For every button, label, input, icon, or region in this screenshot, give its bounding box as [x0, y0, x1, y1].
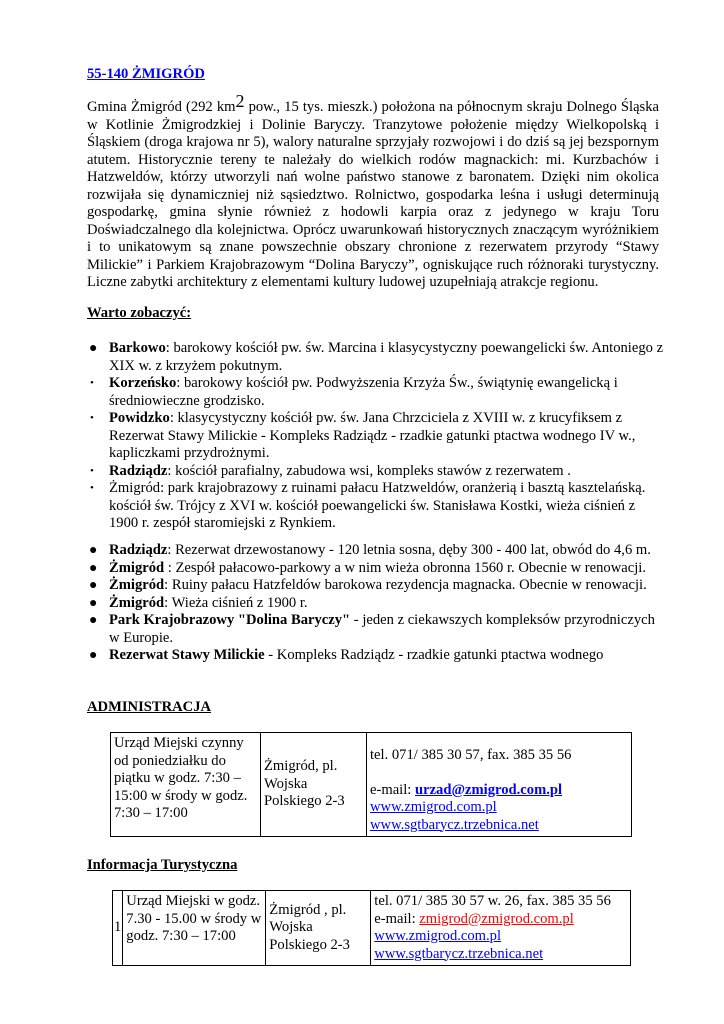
bullet-icon: ● [89, 578, 98, 593]
office-cell: Urząd Miejski w godz. 7.30 - 15.00 w środy w godz. 7:30 – 17:00 [123, 891, 266, 966]
table-row [111, 733, 632, 837]
address-cell: Żmigród , pl. Wojska Polskiego 2-3 [266, 891, 371, 966]
bullet-icon: ● [89, 341, 98, 356]
worth-seeing-title: Warto zobaczyć: [87, 305, 192, 321]
bullet-icon: ● [89, 648, 98, 663]
intro-paragraph [87, 91, 659, 292]
attractions-list-2 [87, 542, 667, 665]
website-link-2[interactable]: www.sgtbarycz.trzebnica.net [374, 945, 544, 962]
website-link[interactable]: www.zmigrod.com.pl [370, 799, 497, 815]
list-item: ● Barkowo: barokowy kościół pw. św. Marcina i klasycystyczny poewangelicki św. Antoniego z XIX w. z krzyżem pokutnym. [89, 340, 664, 374]
intro-text-rest: pow., 15 tys. mieszk.) położona na północnym skraju Dolnego Śląska w Kotlinie Żmigrodzkiej i Dolinie Baryczy. Tranzytowe położenie między Wielkopolską i Śląskiem (droga krajowa nr 5), walory naturalne sprzyjały rozwojowi i do dziś są jej bezspornym atutem. Historycznie tereny te należały do wielkich rodów magnackich: mi. Kurzbachów i Hatzweldów, którzy utworzyli nań wolne państwo stanowe z baronatem. Dzięki nim okolica rozwijała się dynamiczniej niż sąsiedztwo. Rolnictwo, gospodarka leśna i usługi determinują gospodarkę, gmina słynie również z hodowli karpia oraz z jedynego w kraju Toru Doświadczalnego dla kolejnictwa. Oprócz uwarunkowań historycznych znaczącym wyróżnikiem i to unikatowym są znane powszechnie obszary chronione z rezerwatem przyrody “Stawy Milickie” i Parkiem Krajobrazowym “Dolina Baryczy”, ogniskujące ruch różnoraki turystyczny. Liczne zabytki architektury z elementami kultury ludowej uzupełniają atrakcje regionu. [87, 99, 659, 290]
intro-superscript: 2 [235, 91, 245, 112]
phone-text: tel. 071/ 385 30 57, fax. 385 35 56 [370, 747, 572, 763]
bullet-icon: ● [89, 613, 98, 628]
list-item: • Powidzko: klasycystyczny kościół pw. św. Jana Chrzciciela z XVIII w. z krucyfiksem z Rezerwat Stawy Milickie - Kompleks Radziądz - rzadkie gatunki ptactwa wodnego IV w., kapliczkami przydrożnymi. [90, 410, 636, 461]
list-item: • Żmigród: park krajobrazowy z ruinami pałacu Hatzweldów, oranżerią i basztą kasztelańską. kościół św. Trójcy z XVI w. kościół poewangelicki św. Stanisława Kostki, wieża ciśnień z 1900 r. zespół staromiejski z Rynkiem. [90, 480, 646, 531]
bullet-icon: • [90, 377, 94, 389]
table-row [113, 891, 631, 966]
list-item: ● Radziądz: Rezerwat drzewostanowy - 120 letnia sosna, dęby 300 - 400 lat, obwód do 4,6 m. [89, 542, 651, 558]
email-line: e-mail: urzad@zmigrod.com.pl [370, 781, 563, 798]
list-item: ● Żmigród: Wieża ciśnień z 1900 r. [89, 594, 308, 611]
email-link[interactable]: urzad@zmigrod.com.pl [414, 781, 563, 798]
bullet-icon: ● [89, 595, 98, 611]
tourist-info-title: Informacja Turystyczna [87, 857, 238, 873]
page-title[interactable]: 55-140 ŻMIGRÓD [87, 66, 205, 82]
website-link[interactable]: www.zmigrod.com.pl [374, 928, 502, 944]
tourist-info-table [112, 890, 631, 966]
row-number: 1 [113, 891, 123, 966]
contact-cell [367, 733, 632, 837]
list-item: • Radziądz: kościół parafialny, zabudowa wsi, kompleks stawów z rezerwatem . [90, 462, 571, 479]
list-item: ● Żmigród: Ruiny pałacu Hatzfeldów barokowa rezydencja magnacka. Obecnie w renowacji. [89, 577, 647, 593]
bullet-icon: • [90, 482, 94, 494]
office-cell: Urząd Miejski czynny od poniedziałku do piątku w godz. 7:30 – 15:00 w środy w godz. 7:30 – 17:00 [111, 733, 261, 837]
administration-table [110, 732, 632, 837]
intro-text-start: Gmina Żmigród (292 km [87, 99, 236, 115]
website-link-2[interactable]: www.sgtbarycz.trzebnica.net [370, 816, 539, 833]
email-line: e-mail: zmigrod@zmigrod.com.pl [374, 910, 574, 927]
address-cell: Żmigród, pl. Wojska Polskiego 2-3 [261, 733, 367, 837]
list-item: • Korzeńsko: barokowy kościół pw. Podwyższenia Krzyża Św., świątynię ewangelicką i średniowieczne grodzisko. [90, 375, 618, 409]
bullet-icon: ● [89, 543, 98, 558]
bullet-icon: • [90, 464, 94, 477]
list-item: ● Rezerwat Stawy Milickie - Kompleks Radziądz - rzadkie gatunki ptactwa wodnego [89, 647, 604, 663]
phone-text: tel. 071/ 385 30 57 w. 26, fax. 385 35 56 [374, 893, 611, 909]
list-item: ● Park Krajobrazowy "Dolina Baryczy" - jeden z ciekawszych kompleksów przyrodniczych w Europie. [89, 612, 655, 646]
contact-cell [371, 891, 631, 966]
bullet-icon: ● [89, 560, 98, 576]
attractions-list-1 [87, 340, 667, 533]
list-item: ● Żmigród : Zespół pałacowo-parkowy a w nim wieża obronna 1560 r. Obecnie w renowacji. [89, 559, 646, 576]
email-link[interactable]: zmigrod@zmigrod.com.pl [419, 910, 574, 927]
bullet-icon: • [90, 412, 94, 424]
administration-title: ADMINISTRACJA [87, 699, 212, 715]
